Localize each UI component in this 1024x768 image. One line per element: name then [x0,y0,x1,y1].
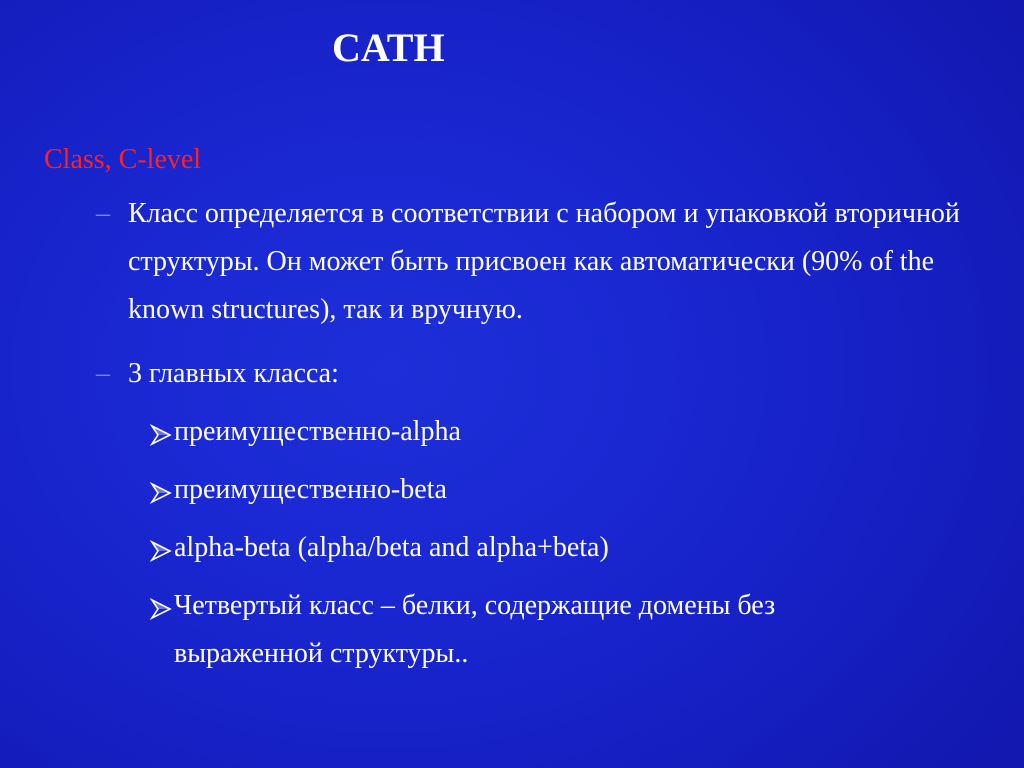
arrowhead-icon [148,408,172,456]
sub-bullet-alpha-beta [148,524,1008,572]
arrowhead-icon [148,524,172,572]
section-heading: Class, C-level [44,144,202,175]
slide-title: CATH [332,25,445,70]
sub-bullet-alpha [148,408,1008,456]
sub-bullet-text: Четвертый класс – белки, содержащие домены без выраженной структуры.. [174,590,776,669]
arrowhead-icon [148,582,172,630]
sub-bullet-fourth-class [148,582,928,678]
bullet-point-classes [96,350,1016,398]
sub-bullet-text: преимущественно-alpha [174,416,461,447]
sub-bullet-beta [148,466,1008,514]
arrowhead-icon [148,466,172,514]
bullet-text: Класс определяется в соответствии с набором и упаковкой вторичной структуры. Он может быть присвоен как автоматически (90% of the known structures), так и вручную. [128,198,960,325]
dash-bullet: – [96,198,110,229]
dash-bullet: – [96,358,110,389]
sub-bullet-text: alpha-beta (alpha/beta and alpha+beta) [174,532,609,563]
bullet-text: 3 главных класса: [128,358,339,389]
bullet-point-definition [96,190,1016,334]
sub-bullet-text: преимущественно-beta [174,474,447,505]
